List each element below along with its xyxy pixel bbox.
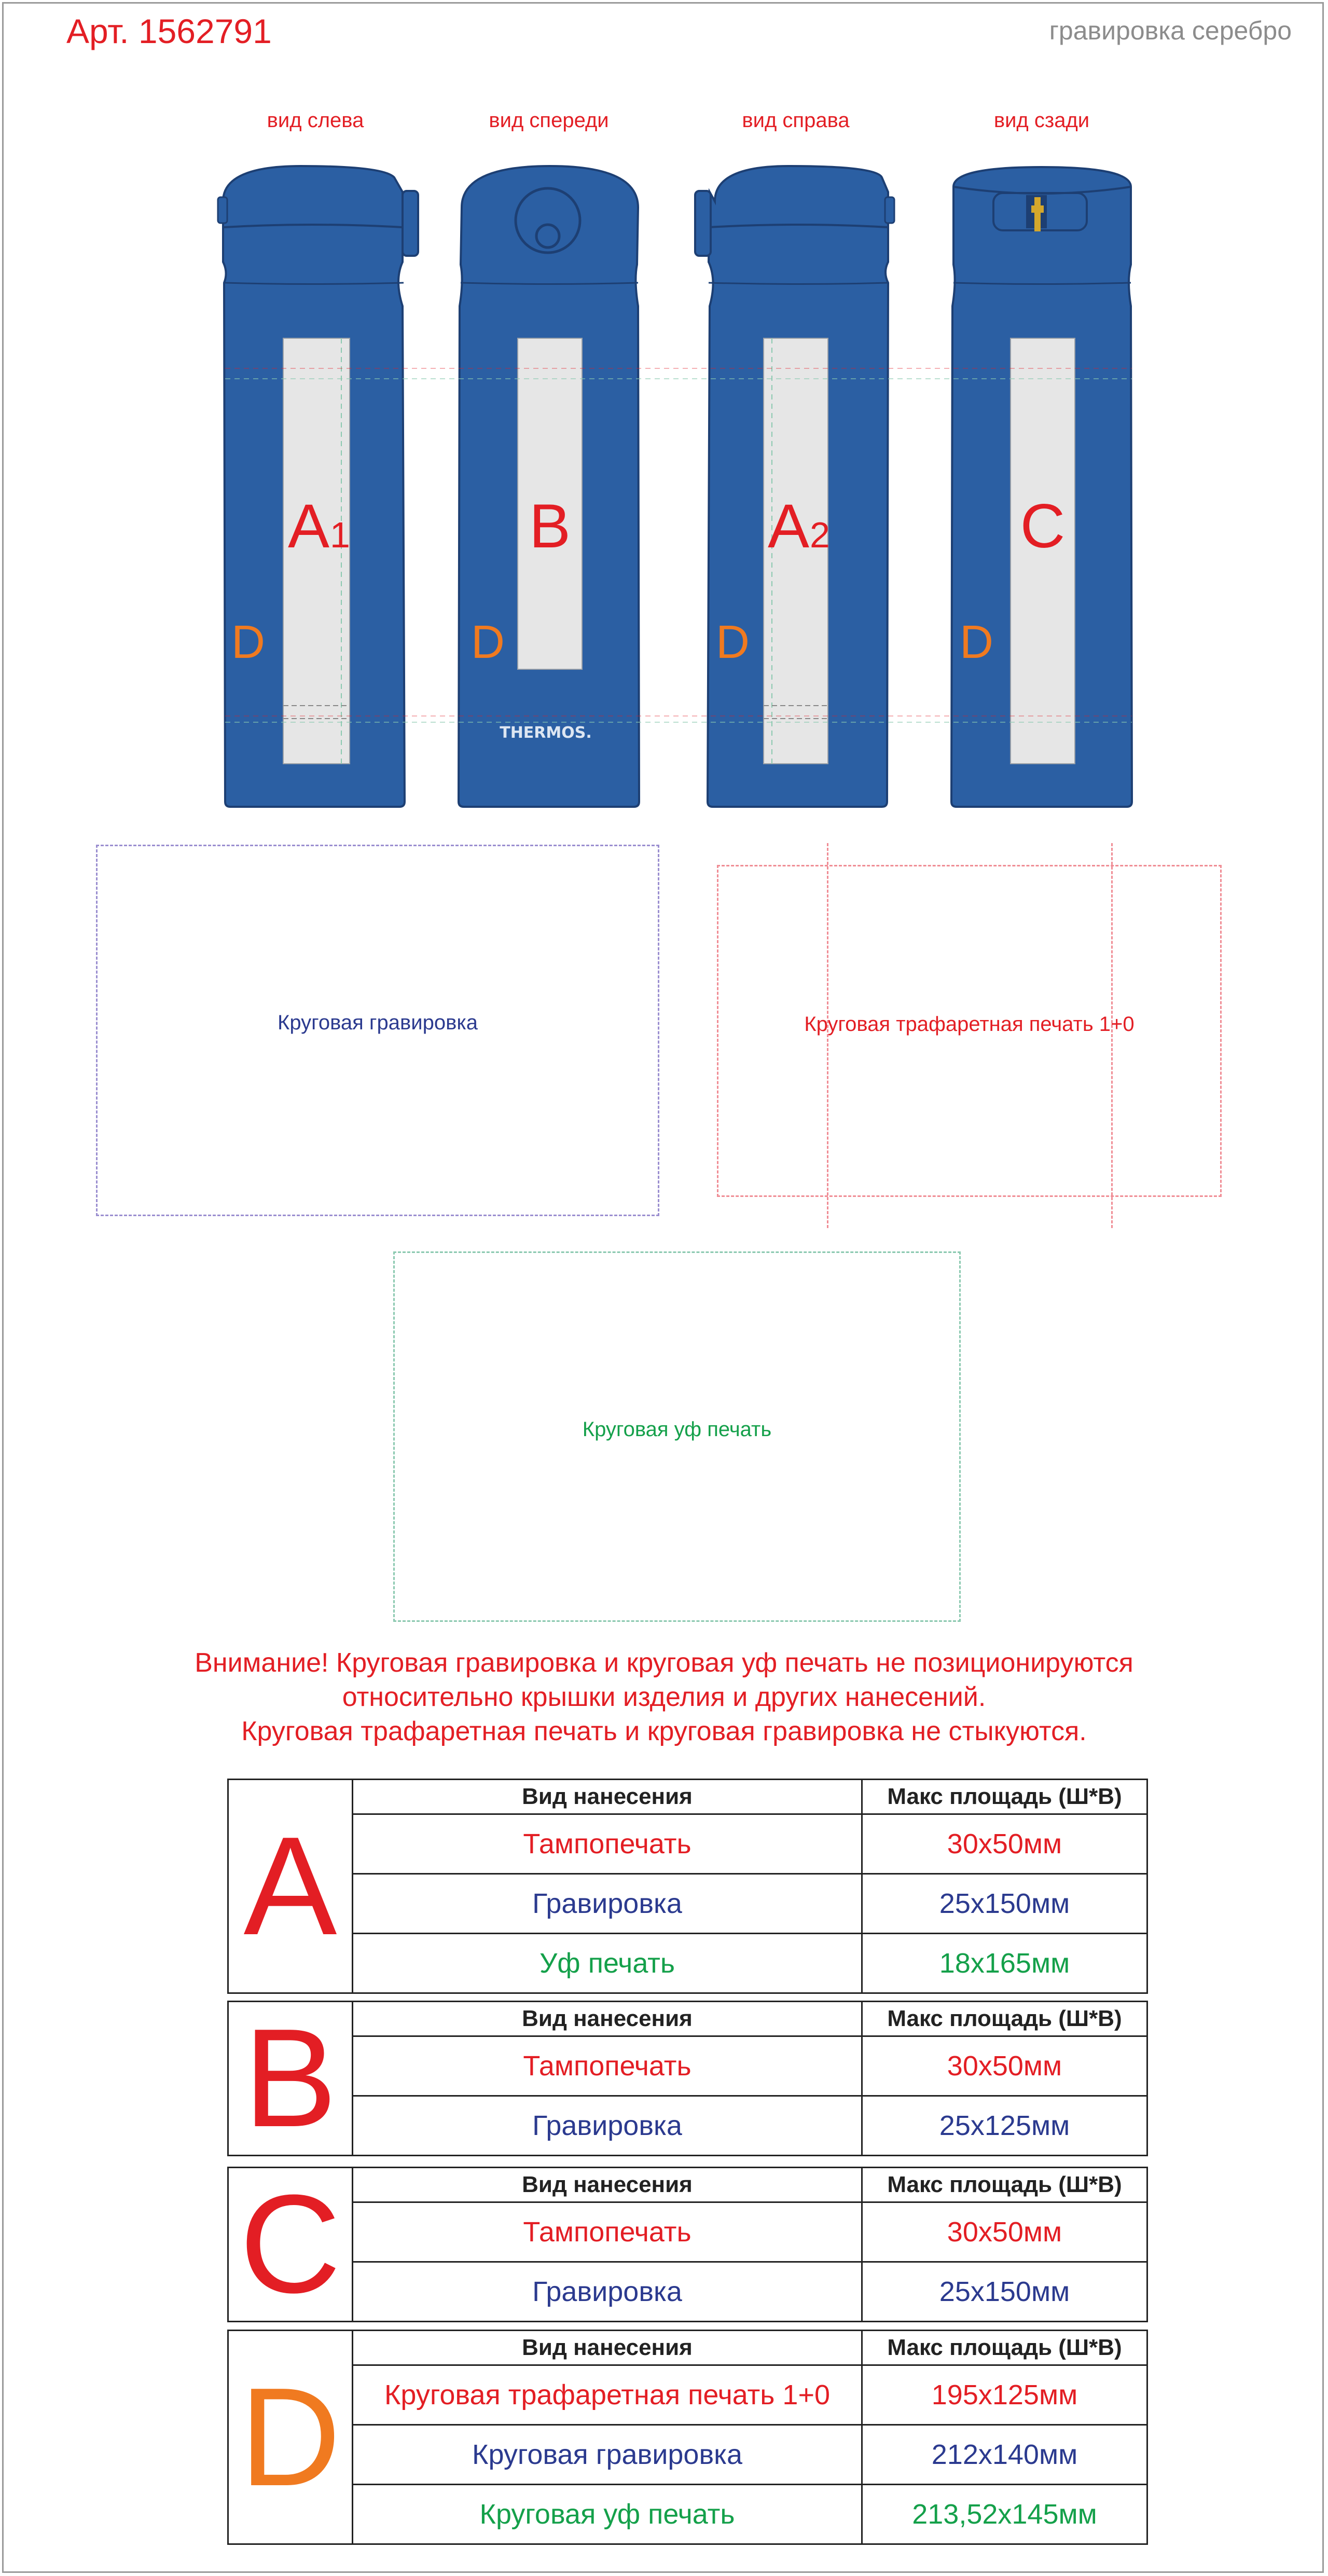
spec-table-b [227, 2001, 1148, 2156]
size-cell: 212x140мм [862, 2425, 1147, 2485]
table-row [228, 2202, 1147, 2262]
screen-guide-right [1111, 843, 1113, 1228]
table-row [228, 1934, 1147, 1993]
notice-line-1: Внимание! Круговая гравировка и круговая уф печать не позиционируются [195, 1648, 1133, 1678]
spec-table-a [227, 1779, 1148, 1994]
zone-label-a2-index: 2 [810, 515, 830, 555]
table-header-size: Макс площадь (Ш*В) [862, 2002, 1147, 2036]
table-letter-b: B [228, 2002, 353, 2156]
table-letter-a: A [228, 1780, 353, 1993]
method-cell: Тампопечать [353, 2036, 862, 2096]
method-cell: Круговая уф печать [353, 2485, 862, 2544]
spec-table-d [227, 2330, 1148, 2545]
table-header-size: Макс площадь (Ш*В) [862, 2331, 1147, 2365]
zone-circular-engraving-label: Круговая гравировка [278, 1011, 478, 1034]
table-letter-c: C [228, 2168, 353, 2322]
size-cell: 25x150мм [862, 1874, 1147, 1934]
table-header-size: Макс площадь (Ш*В) [862, 1780, 1147, 1814]
article-number: Арт. 1562791 [66, 12, 272, 50]
view-label-right: вид справа [742, 109, 850, 132]
table-row [228, 2262, 1147, 2322]
bottle-front-view [459, 166, 639, 807]
table-letter-d: D [228, 2331, 353, 2544]
table-header-method: Вид нанесения [353, 2168, 862, 2202]
view-label-front: вид спереди [489, 109, 609, 132]
table-row [228, 2485, 1147, 2544]
size-cell: 25x150мм [862, 2262, 1147, 2322]
table-row [228, 1874, 1147, 1934]
zone-label-b: B [529, 491, 571, 561]
spec-table-c [227, 2167, 1148, 2322]
method-cell: Уф печать [353, 1934, 862, 1993]
notice-line-3: Круговая трафаретная печать и круговая гравировка не стыкуются. [241, 1716, 1087, 1746]
method-cell: Гравировка [353, 2262, 862, 2322]
bottle-back-view [951, 167, 1132, 807]
bottle-views [0, 156, 1328, 820]
zone-label-a1: A [288, 491, 330, 561]
method-cell: Круговая трафаретная печать 1+0 [353, 2365, 862, 2425]
screen-guide-left [827, 843, 828, 1228]
zone-label-d-front: D [471, 616, 505, 668]
size-cell: 30x50мм [862, 2202, 1147, 2262]
size-cell: 18x165мм [862, 1934, 1147, 1993]
thermos-logo: THERMOS. [500, 724, 592, 742]
print-type: гравировка серебро [1049, 16, 1292, 45]
table-header-method: Вид нанесения [353, 2331, 862, 2365]
size-cell: 30x50мм [862, 2036, 1147, 2096]
zone-label-d-right: D [716, 616, 750, 668]
table-row [228, 1814, 1147, 1874]
zone-label-d-left: D [231, 616, 265, 668]
table-row [228, 2365, 1147, 2425]
size-cell: 213,52x145мм [862, 2485, 1147, 2544]
bottle-right-view [695, 166, 894, 807]
size-cell: 25x125мм [862, 2096, 1147, 2156]
size-cell: 195x125мм [862, 2365, 1147, 2425]
zone-circular-engraving [96, 845, 659, 1216]
zone-circular-screen [717, 865, 1222, 1197]
zone-label-c: C [1020, 491, 1066, 561]
table-row [228, 2425, 1147, 2485]
zone-label-d-back: D [960, 616, 993, 668]
zone-circular-screen-label: Круговая трафаретная печать 1+0 [804, 1013, 1135, 1036]
table-header-method: Вид нанесения [353, 1780, 862, 1814]
notice-line-2: относительно крышки изделия и других нанесений. [342, 1682, 986, 1712]
table-row [228, 2036, 1147, 2096]
method-cell: Тампопечать [353, 1814, 862, 1874]
table-row [228, 2096, 1147, 2156]
method-cell: Гравировка [353, 2096, 862, 2156]
zone-label-a1-index: 1 [330, 515, 350, 555]
method-cell: Гравировка [353, 1874, 862, 1934]
table-header-size: Макс площадь (Ш*В) [862, 2168, 1147, 2202]
view-label-back: вид сзади [993, 109, 1090, 132]
zone-circular-uv [393, 1251, 961, 1622]
bottle-left-view [218, 166, 418, 807]
view-label-left: вид слева [267, 109, 364, 132]
zone-label-a2: A [768, 491, 810, 561]
table-header-method: Вид нанесения [353, 2002, 862, 2036]
zone-circular-uv-label: Круговая уф печать [582, 1418, 772, 1441]
method-cell: Тампопечать [353, 2202, 862, 2262]
size-cell: 30x50мм [862, 1814, 1147, 1874]
method-cell: Круговая гравировка [353, 2425, 862, 2485]
